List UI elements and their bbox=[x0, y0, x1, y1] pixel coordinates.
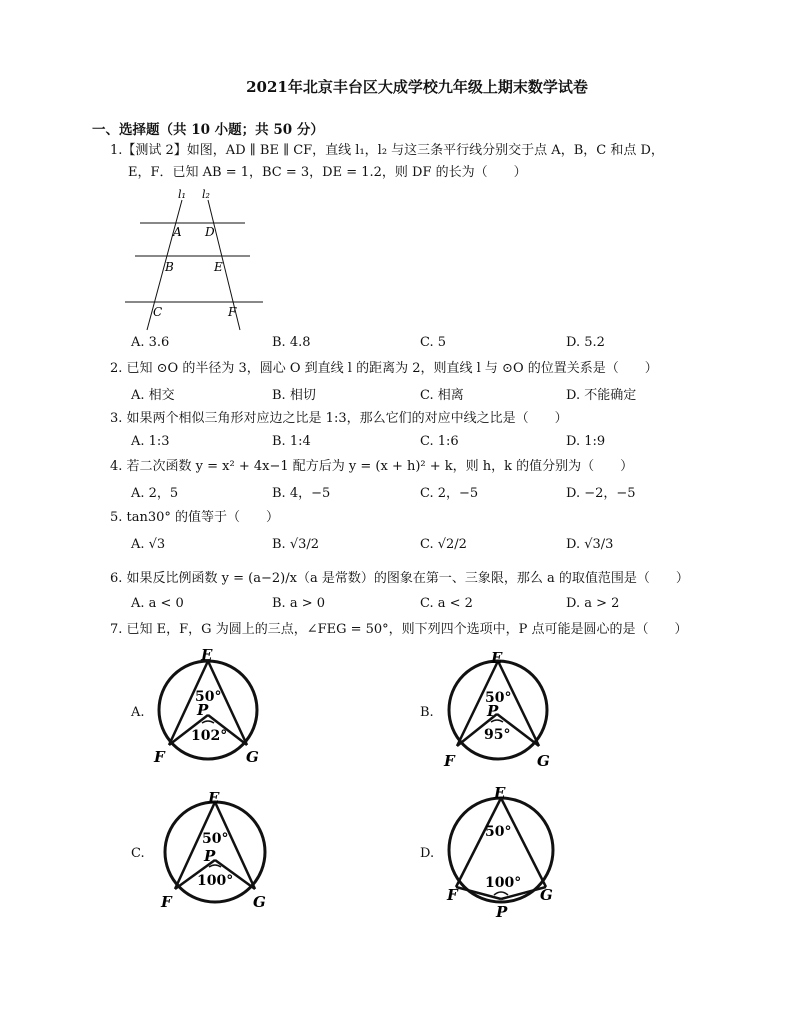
q7-option-d-figure bbox=[440, 783, 565, 923]
q7-text: 7. 已知 E，F，G 为圆上的三点，∠FEG = 50°，则下列四个选项中，P 点可能是圆心的是（ ） bbox=[110, 622, 688, 637]
angle-bottom: 100° bbox=[197, 873, 234, 889]
q6-option-b[interactable]: B. a > 0 bbox=[272, 596, 325, 611]
q4-option-b[interactable]: B. 4，−5 bbox=[272, 486, 331, 501]
q7-option-a-label[interactable]: A. bbox=[131, 705, 145, 720]
pt-C: C bbox=[153, 305, 163, 319]
pt-B: B bbox=[165, 260, 174, 274]
pt-F: F bbox=[161, 893, 172, 911]
q3-text: 3. 如果两个相似三角形对应边之比是 1:3，那么它们的对应中线之比是（ ） bbox=[110, 411, 568, 426]
angle-top: 50° bbox=[202, 831, 229, 847]
q1-option-c[interactable]: C. 5 bbox=[420, 335, 447, 350]
angle-top: 50° bbox=[195, 689, 222, 705]
angle-bottom: 100° bbox=[485, 875, 522, 891]
q7-option-a-figure bbox=[150, 645, 270, 770]
q3-option-a[interactable]: A. 1:3 bbox=[131, 434, 170, 449]
q1-line1: 1.【测试 2】如图，AD ∥ BE ∥ CF，直线 l₁，l₂ 与这三条平行线分别交于点 A，B，C 和点 D， bbox=[110, 143, 664, 158]
q4-text: 4. 若二次函数 y = x² + 4x−1 配方后为 y = (x + h)² + k，则 h，k 的值分别为（ ） bbox=[110, 459, 634, 474]
q4-option-c[interactable]: C. 2，−5 bbox=[420, 486, 479, 501]
pt-G: G bbox=[253, 893, 266, 911]
q1-option-a[interactable]: A. 3.6 bbox=[131, 335, 170, 350]
q3-option-d[interactable]: D. 1:9 bbox=[566, 434, 606, 449]
page-title: 2021年北京丰台区大成学校九年级上期末数学试卷 bbox=[246, 78, 588, 96]
pt-E: E bbox=[494, 784, 506, 802]
q3-option-b[interactable]: B. 1:4 bbox=[272, 434, 311, 449]
pt-P: P bbox=[204, 847, 216, 865]
q6-text: 6. 如果反比例函数 y = (a−2)/x（a 是常数）的图象在第一、三象限，那么 a 的取值范围是（ ） bbox=[110, 571, 689, 586]
pt-P: P bbox=[487, 702, 499, 720]
q7-option-b-figure bbox=[440, 648, 560, 773]
q1-option-b[interactable]: B. 4.8 bbox=[272, 335, 311, 350]
q1-line2: E，F．已知 AB = 1，BC = 3，DE = 1.2，则 DF 的长为（ ） bbox=[128, 165, 527, 180]
pt-F: F bbox=[447, 886, 458, 904]
q6-option-d[interactable]: D. a > 2 bbox=[566, 596, 620, 611]
q6-option-a[interactable]: A. a < 0 bbox=[131, 596, 184, 611]
q5-option-c[interactable]: C. √2/2 bbox=[420, 537, 467, 552]
q7-option-b-label[interactable]: B. bbox=[420, 705, 434, 720]
l2-label: l₂ bbox=[202, 188, 210, 201]
q5-text: 5. tan30° 的值等于（ ） bbox=[110, 510, 280, 525]
pt-P: P bbox=[496, 903, 508, 921]
q4-option-d[interactable]: D. −2，−5 bbox=[566, 486, 636, 501]
q4-option-a[interactable]: A. 2，5 bbox=[131, 486, 179, 501]
pt-G: G bbox=[537, 752, 550, 770]
angle-bottom: 102° bbox=[191, 728, 228, 744]
q5-option-b[interactable]: B. √3/2 bbox=[272, 537, 320, 552]
angle-bottom: 95° bbox=[484, 727, 511, 743]
q2-option-a[interactable]: A. 相交 bbox=[131, 388, 175, 403]
pt-E: E bbox=[201, 646, 213, 664]
q6-option-c[interactable]: C. a < 2 bbox=[420, 596, 473, 611]
pt-A: A bbox=[173, 225, 182, 239]
q5-option-a[interactable]: A. √3 bbox=[131, 537, 166, 552]
angle-top: 50° bbox=[485, 690, 512, 706]
pt-P: P bbox=[197, 701, 209, 719]
pt-E: E bbox=[208, 789, 220, 807]
q2-option-b[interactable]: B. 相切 bbox=[272, 388, 316, 403]
q5-option-d[interactable]: D. √3/3 bbox=[566, 537, 614, 552]
l1-label: l₁ bbox=[178, 188, 186, 201]
pt-G: G bbox=[246, 748, 259, 766]
q7-option-c-figure bbox=[155, 788, 280, 913]
q3-option-c[interactable]: C. 1:6 bbox=[420, 434, 459, 449]
q7-option-c-label[interactable]: C. bbox=[131, 846, 145, 861]
pt-E: E bbox=[491, 649, 503, 667]
q2-option-c[interactable]: C. 相离 bbox=[420, 388, 464, 403]
q1-figure bbox=[120, 182, 270, 332]
angle-top: 50° bbox=[485, 824, 512, 840]
pt-G: G bbox=[540, 886, 553, 904]
pt-E: E bbox=[214, 260, 223, 274]
q1-option-d[interactable]: D. 5.2 bbox=[566, 335, 605, 350]
q2-text: 2. 已知 ⊙O 的半径为 3，圆心 O 到直线 l 的距离为 2，则直线 l 与 ⊙O 的位置关系是（ ） bbox=[110, 361, 658, 376]
pt-F: F bbox=[154, 748, 165, 766]
pt-F: F bbox=[228, 305, 237, 319]
q2-option-d[interactable]: D. 不能确定 bbox=[566, 388, 637, 403]
q7-option-d-label[interactable]: D. bbox=[420, 846, 435, 861]
pt-F: F bbox=[444, 752, 455, 770]
pt-D: D bbox=[205, 225, 215, 239]
section-heading: 一、选择题（共 10 小题；共 50 分） bbox=[92, 122, 324, 138]
